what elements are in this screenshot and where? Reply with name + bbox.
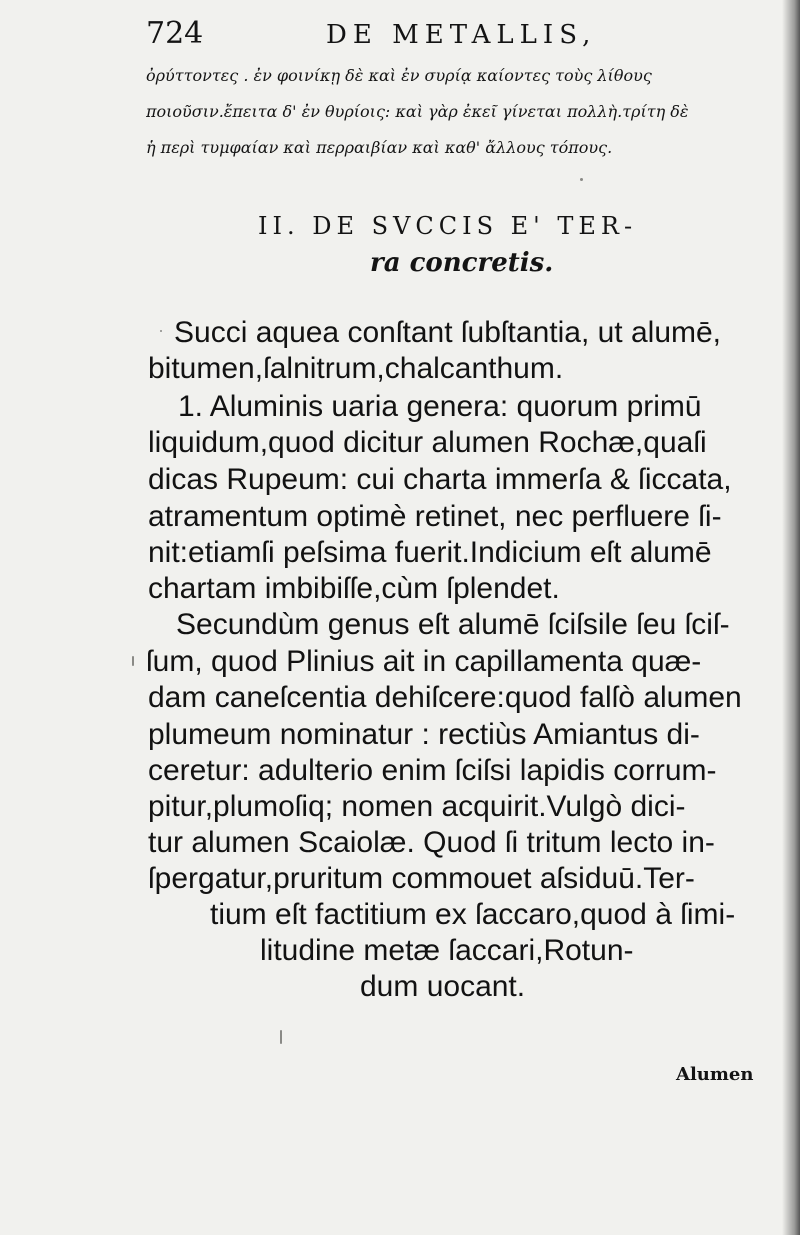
body-text-line: pitur,plumoſiq; nomen acquirit.Vulgò dici- xyxy=(148,790,686,823)
page-edge-shadow xyxy=(782,0,800,1235)
greek-text-line: ἡ περὶ τυμφαίαν καὶ περραιβίαν καὶ καθ' ἄλλους τόπους. xyxy=(146,138,613,157)
body-text-line: nit:etiamſi peſsima fuerit.Indicium eſt alumē xyxy=(148,536,712,569)
body-text-line: tium eſt factitium ex ſaccaro,quod à ſimi- xyxy=(210,898,736,931)
running-title: DE METALLIS, xyxy=(326,20,597,50)
body-text-line: 1. Aluminis uaria genera: quorum primū xyxy=(178,390,702,423)
paper-speck xyxy=(132,656,134,666)
catchword: Alumen xyxy=(676,1064,754,1085)
section-heading: II. DE SVCCIS E' TER- xyxy=(258,212,638,240)
section-heading-continuation: ra concretis. xyxy=(370,248,554,278)
body-text-line: chartam imbibiſſe,cùm ſplendet. xyxy=(148,572,560,605)
body-text-line: ſum, quod Plinius ait in capillamenta quæ- xyxy=(146,645,702,678)
body-text-line: Secundùm genus eſt alumē ſciſsile ſeu ſciſ- xyxy=(176,608,730,641)
body-text-line: atramentum optimè retinet, nec perfluere ſi- xyxy=(148,500,722,533)
page-number: 724 xyxy=(146,16,204,51)
greek-text-line: ὀρύττοντες . ἐν φοινίκῃ δὲ καὶ ἐν συρίᾳ καίοντες τοὺς λίθους xyxy=(146,66,652,85)
body-text-line: tur alumen Scaiolæ. Quod ſi tritum lecto in- xyxy=(148,826,715,859)
body-text-line: ceretur: adulterio enim ſciſsi lapidis corrum- xyxy=(148,754,717,787)
body-text-line: dicas Rupeum: cui charta immerſa & ſiccata, xyxy=(148,463,732,496)
page-header xyxy=(146,16,646,56)
body-text-line: bitumen,ſalnitrum,chalcanthum. xyxy=(148,352,564,385)
paper-speck xyxy=(580,178,583,181)
body-text-line: dam caneſcentia dehiſcere:quod falſò alumen xyxy=(148,681,742,714)
body-text-line: plumeum nominatur : rectiùs Amiantus di- xyxy=(148,718,700,751)
body-text-line: Succi aquea conſtant ſubſtantia, ut alumē, xyxy=(174,316,722,349)
body-text-line: dum uocant. xyxy=(360,970,526,1003)
body-text-line: ſpergatur,pruritum commouet aſsiduū.Ter- xyxy=(148,862,695,895)
greek-text-line: ποιοῦσιν.ἔπειτα δ' ἐν θυρίοις: καὶ γὰρ ἐκεῖ γίνεται πολλὴ.τρίτη δὲ xyxy=(146,102,689,121)
body-text-line: litudine metæ ſaccari,Rotun- xyxy=(260,934,634,967)
paper-speck xyxy=(280,1030,282,1044)
paper-speck xyxy=(160,330,162,332)
body-text-line: liquidum,quod dicitur alumen Rochæ,quaſi xyxy=(148,426,707,459)
